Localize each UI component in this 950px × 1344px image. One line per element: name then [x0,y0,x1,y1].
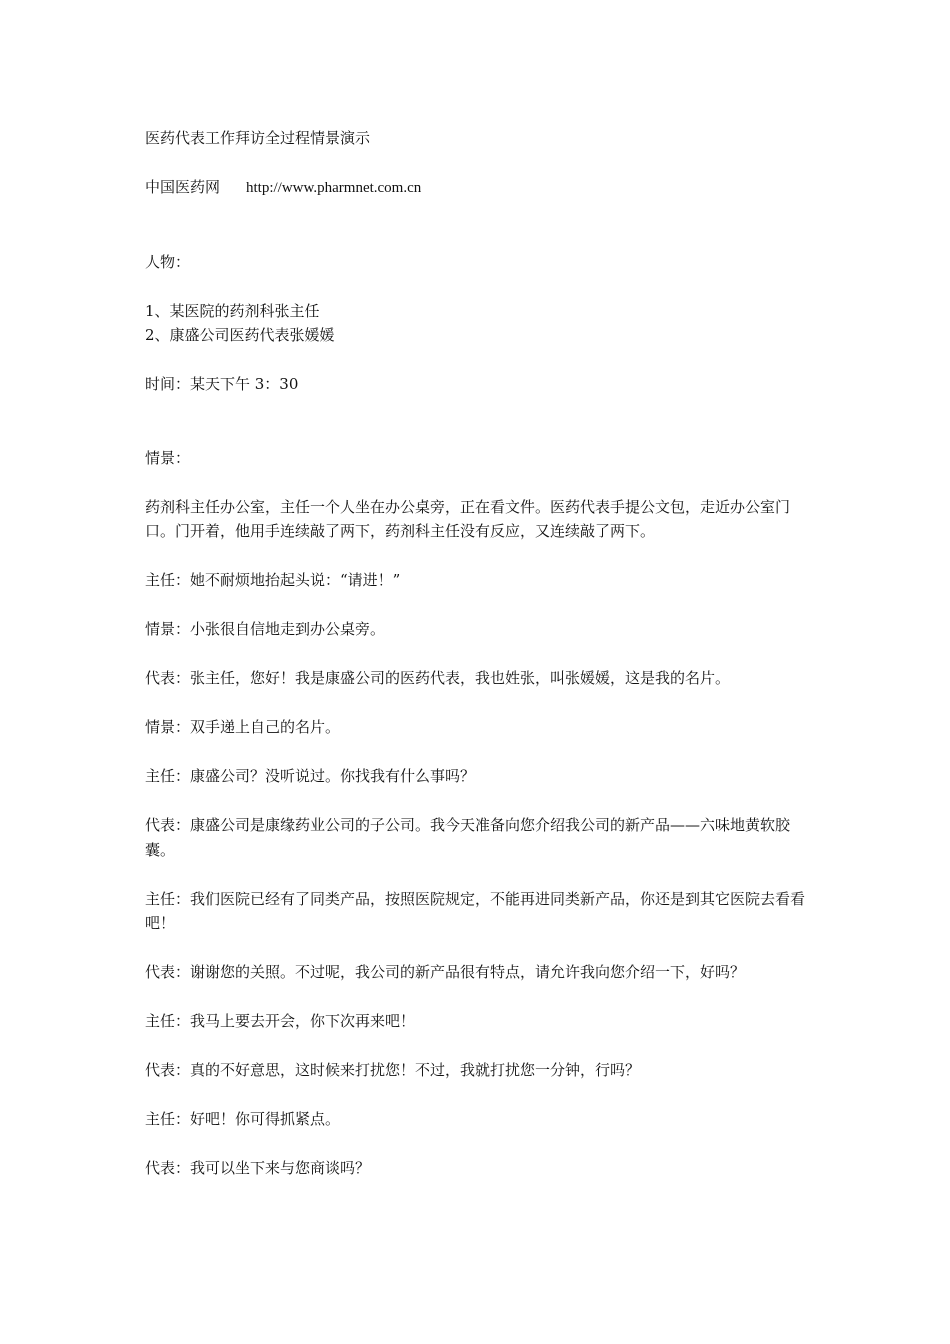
paragraph: 代表：张主任，您好！我是康盛公司的医药代表，我也姓张，叫张媛媛，这是我的名片。 [145,669,731,687]
scene-label: 情景： [145,448,191,467]
time-line: 时间：某天下午 3：30 [145,375,299,393]
paragraph: 情景：双手递上自己的名片。 [145,718,341,736]
document-body [145,126,815,1181]
character-item: 2、康盛公司医药代表张媛媛 [145,326,335,344]
paragraph: 药剂科主任办公室，主任一个人坐在办公桌旁，正在看文件。医药代表手提公文包，走近办公室门口。门开着，他用手连续敲了两下，药剂科主任没有反应，又连续敲了两下。 [145,497,791,540]
paragraph: 代表：康盛公司是康缘药业公司的子公司。我今天准备向您介绍我公司的新产品——六味地黄软胶囊。 [145,816,791,859]
paragraph: 主任：我马上要去开会，你下次再来吧！ [145,1012,416,1030]
characters-label: 人物： [145,252,191,271]
paragraph: 代表：谢谢您的关照。不过呢，我公司的新产品很有特点，请允许我向您介绍一下，好吗？ [145,963,746,981]
paragraph: 情景：小张很自信地走到办公桌旁。 [145,620,386,638]
character-item: 1、某医院的药剂科张主任 [145,301,320,320]
source-url: http://www.pharmnet.com.cn [246,180,422,196]
paragraph: 代表：我可以坐下来与您商谈吗？ [145,1159,371,1177]
paragraph: 主任：康盛公司？没听说过。你找我有什么事吗？ [145,767,476,785]
source-line [145,175,815,201]
paragraph: 主任：我们医院已经有了同类产品，按照医院规定，不能再进同类新产品，你还是到其它医院去看看吧！ [145,889,806,932]
document-title: 医药代表工作拜访全过程情景演示 [145,129,371,147]
paragraph: 主任：她不耐烦地抬起头说：“请进！” [145,571,401,589]
paragraph: 代表：真的不好意思，这时候来打扰您！不过，我就打扰您一分钟，行吗？ [145,1061,641,1079]
paragraph: 主任：好吧！你可得抓紧点。 [145,1110,341,1128]
source-name: 中国医药网 [145,178,221,196]
